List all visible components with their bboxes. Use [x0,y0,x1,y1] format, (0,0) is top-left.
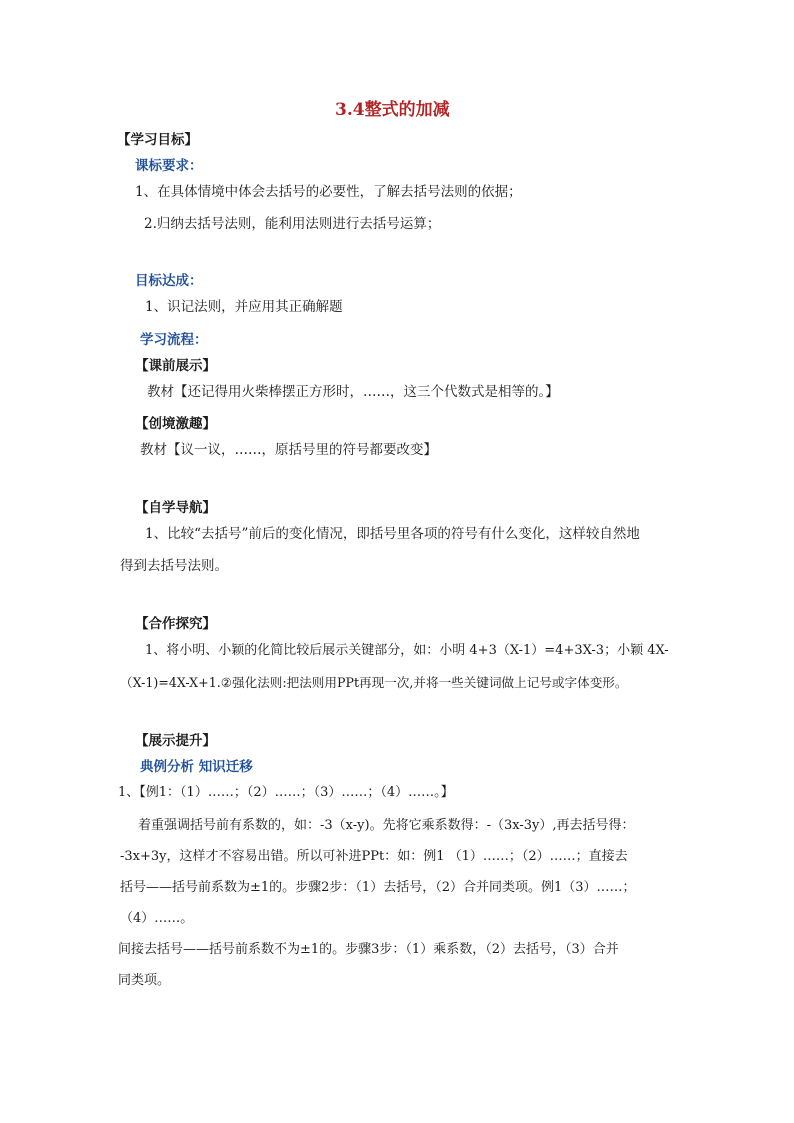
display-heading: 【展示提升】 [135,733,216,749]
target-label: 目标达成： [135,273,203,289]
display-line: 着重强调括号前有系数的，如：-3（x-y)。先将它乘系数得：-（3x-3y）,再去括号得： [138,818,635,833]
learning-goals-heading: 【学习目标】 [117,132,198,148]
cooperation-heading: 【合作探究】 [135,616,216,632]
display-line: （4）……。 [120,911,194,926]
page-title: 3.4整式的加减 [335,100,450,120]
cooperation-line: 1、将小明、小颖的化简比较后展示关键部分，如：小明 4+3（X-1）=4+3X-3；小颖 4X- [145,643,669,658]
curriculum-label: 课标要求： [135,158,203,174]
self-study-heading: 【自学导航】 [135,500,216,516]
pre-class-text: 教材【还记得用火柴棒摆正方形时，……，这三个代数式是相等的。】 [147,384,559,400]
display-line: 1、【例1：（1）……；（2）……；（3）……；（4）……。】 [118,785,454,800]
cooperation-line: （X-1)=4X-X+1.②强化法则:把法则用PPt再现一次,并将一些关键词做上记号或字体变形。 [120,675,628,690]
flow-label: 学习流程： [140,332,208,348]
scenario-heading: 【创境激趣】 [135,416,216,432]
display-line: 括号——括号前系数为±1的。步骤2步：（1）去括号，（2）合并同类项。例1（3）……； [120,880,636,895]
self-study-line: 1、比较“去括号”前后的变化情况，即括号里各项的符号有什么变化，这样较自然地 [145,526,640,542]
scenario-text: 教材【议一议，……，原括号里的符号都要改变】 [140,442,437,458]
pre-class-heading: 【课前展示】 [135,358,216,374]
target-item: 1、识记法则，并应用其正确解题 [145,299,343,315]
display-sub-heading: 典例分析 知识迁移 [140,759,253,775]
curriculum-item: 1、在具体情境中体会去括号的必要性，了解去括号法则的依据； [135,184,522,200]
display-line: 同类项。 [118,973,171,988]
display-line: -3x+3y，这样才不容易出错。所以可补进PPt：如：例1 （1）……；（2）……；直接去 [120,849,628,864]
curriculum-item: 2.归纳去括号法则，能利用法则进行去括号运算； [144,216,441,232]
self-study-line: 得到去括号法则。 [120,558,228,574]
display-line: 间接去括号——括号前系数不为±1的。步骤3步：（1）乘系数，（2）去括号，（3）合并 [118,942,619,957]
